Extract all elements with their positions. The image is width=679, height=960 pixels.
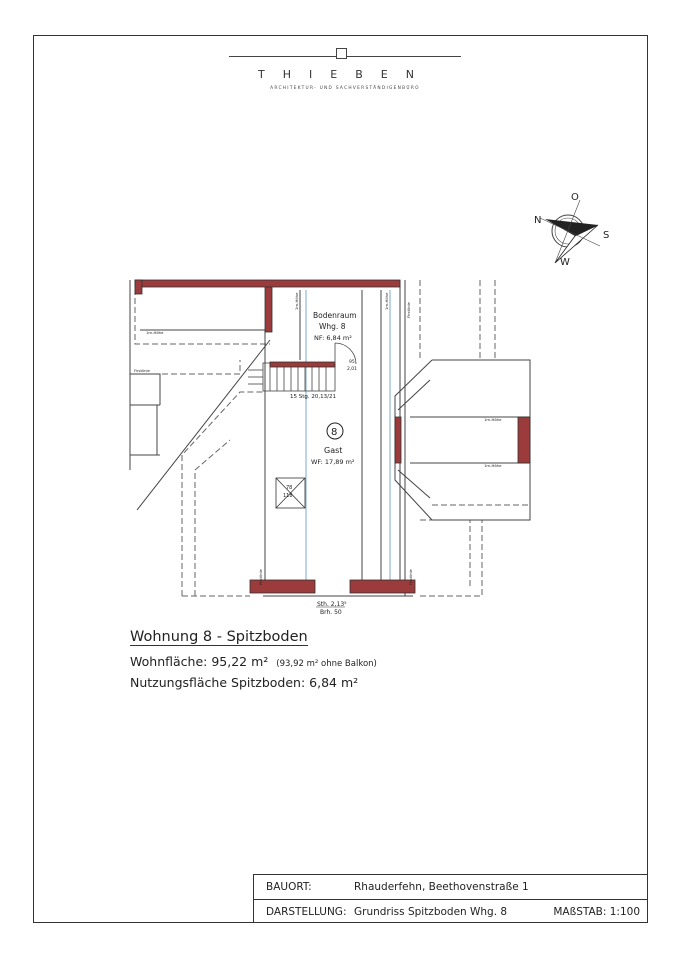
hm-hoehe-label: 1m-Höhe bbox=[484, 463, 502, 468]
title-block-bauort-row bbox=[254, 875, 648, 899]
massstab-value: MAßSTAB: 1:100 bbox=[553, 906, 640, 918]
firstlinie-label: Firstlinie bbox=[408, 569, 413, 585]
bodenraum-whg: Whg. 8 bbox=[319, 322, 346, 331]
title-block bbox=[253, 874, 648, 923]
bodenraum-area: NF: 6,84 m² bbox=[314, 334, 352, 342]
sill-height: Sth. 2,13⁵ bbox=[317, 601, 347, 608]
hm-hoehe-label: 1m-Höhe bbox=[384, 292, 389, 310]
window-dim-bottom: 118 bbox=[283, 493, 293, 499]
bodenraum-name: Bodenraum bbox=[313, 311, 357, 320]
logo-subtitle: ARCHITEKTUR- UND SACHVERSTÄNDIGENBÜRO bbox=[270, 86, 420, 91]
hm-hoehe-label: 1m-Höhe bbox=[294, 292, 299, 310]
nutzflaeche-line: Nutzungsfläche Spitzboden: 6,84 m² bbox=[130, 675, 359, 690]
hm-hoehe-label: 1m-Höhe bbox=[146, 330, 164, 335]
compass-rose-icon bbox=[534, 192, 609, 268]
bauort-value: Rhauderfehn, Beethovenstraße 1 bbox=[354, 881, 529, 893]
hm-hoehe-label: 1m-Höhe bbox=[484, 417, 502, 422]
firstlinie-label: Firstlinie bbox=[406, 302, 411, 318]
gast-name: Gast bbox=[324, 446, 343, 455]
parapet-height: Brh. 50 bbox=[320, 609, 342, 616]
darstellung-value: Grundriss Spitzboden Whg. 8 bbox=[354, 906, 508, 918]
compass-w: W bbox=[560, 257, 570, 268]
darstellung-label: DARSTELLUNG: bbox=[266, 906, 347, 918]
compass-n: N bbox=[534, 215, 542, 226]
firstlinie-label: Firstlinie bbox=[258, 569, 263, 585]
logo-name: THIEBEN bbox=[258, 68, 432, 81]
compass-o: O bbox=[571, 192, 579, 203]
wohnflaeche-value: Wohnfläche: 95,22 m² bbox=[130, 654, 269, 669]
window-dim-top: 78 bbox=[286, 485, 293, 491]
title-block-darstellung-row bbox=[254, 899, 648, 924]
firstlinie-label: Firstlinie bbox=[134, 368, 150, 373]
door-label-top: 95 bbox=[349, 360, 355, 365]
wohnflaeche-note: (93,92 m² ohne Balkon) bbox=[276, 659, 377, 669]
compass-s: S bbox=[603, 230, 610, 241]
unit-number: 8 bbox=[331, 427, 338, 438]
wohnflaeche-line bbox=[130, 654, 377, 669]
stair-label: 15 Stg. 20,13/21 bbox=[290, 394, 336, 400]
gast-area: WF: 17,89 m² bbox=[311, 458, 355, 466]
door-label-bottom: 2,01 bbox=[347, 367, 358, 372]
plan-title: Wohnung 8 - Spitzboden bbox=[130, 629, 308, 645]
bauort-label: BAUORT: bbox=[266, 881, 312, 893]
